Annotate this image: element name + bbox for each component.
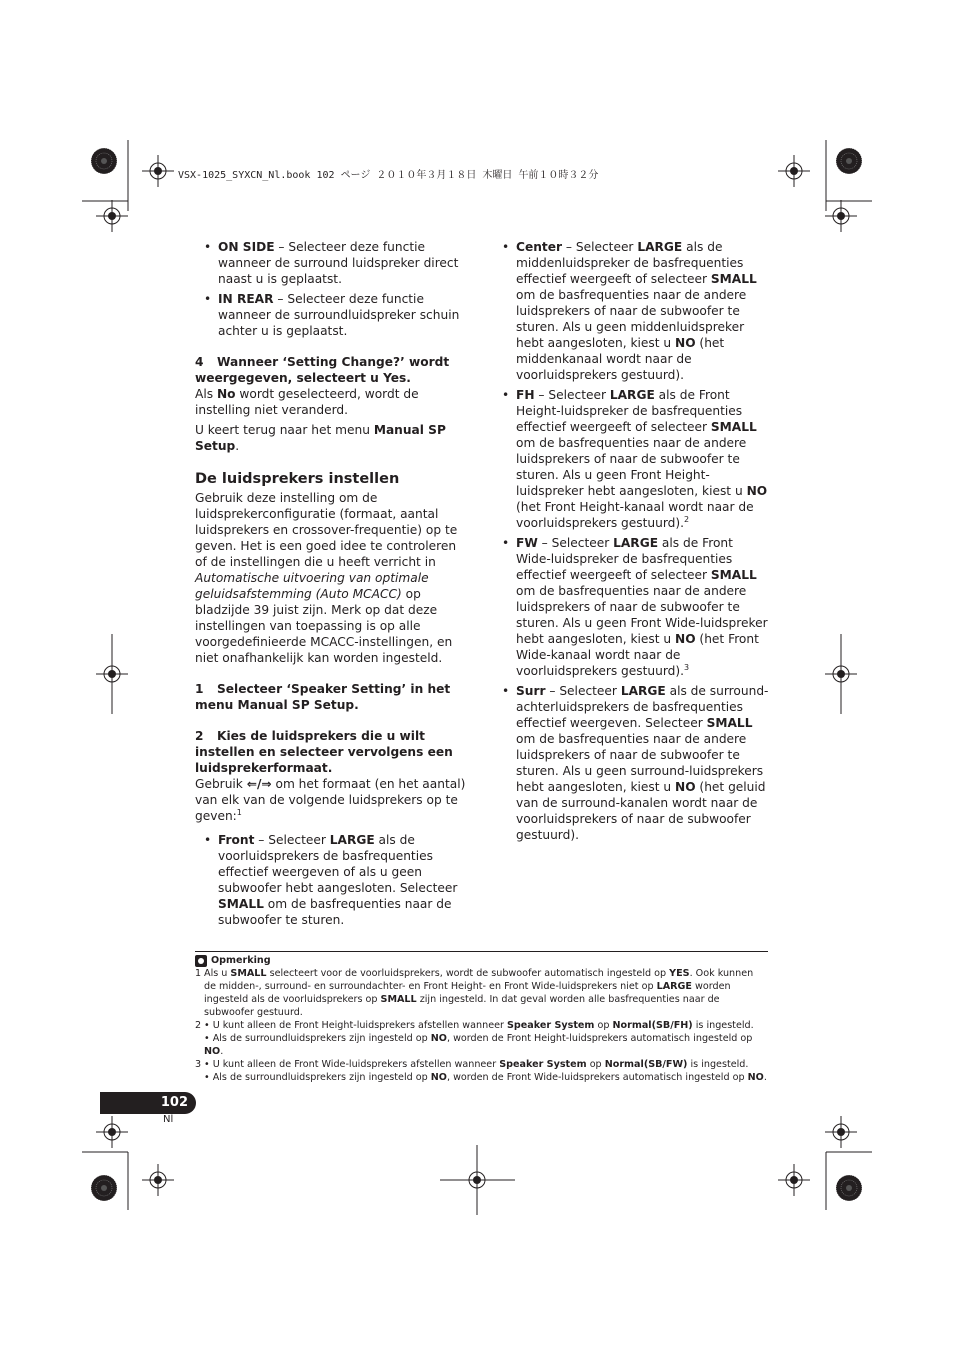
registration-mark-icon — [778, 1164, 810, 1196]
paragraph: U keert terug naar het menu Manual SP Setup. — [195, 423, 446, 453]
step-4: 4 Wanneer ‘Setting Change?’ wordt weergegeven, selecteert u Yes. — [195, 355, 450, 385]
note-icon — [195, 955, 207, 967]
registration-star-icon — [836, 1175, 862, 1201]
paragraph: Als No wordt geselecteerd, wordt de instelling niet veranderd. — [195, 387, 419, 417]
step-2: 2 Kies de luidsprekers die u wilt instellen en selecteer vervolgens een luidsprekerformaat. — [195, 729, 453, 775]
paragraph: Gebruik ⇐/⇒ om het formaat (en het aantal) van elk van de volgende luidsprekers op te geven:$^1$ — [195, 777, 466, 823]
list-item: • FH – Selecteer LARGE als de Front Height-luidspreker de basfrequenties effectief weergeeft of selecteer SMALL om de basfrequenties naar de andere luidsprekers of naar de subwoofer te sturen. Als u geen Front Height-luidspreker hebt aangesloten, kiest u NO (het Front Height-kanaal wordt naar de voorluidsprekers gestuurd).$^2$ — [502, 387, 770, 531]
registration-mark-icon — [825, 1116, 857, 1148]
registration-mark-icon — [96, 1116, 128, 1148]
page-number-badge — [100, 1092, 196, 1114]
registration-mark-icon — [96, 200, 128, 232]
list-item: • ON SIDE – Selecteer deze functie wanneer de surround luidspreker direct naast u is geplaatst. — [195, 239, 470, 287]
registration-star-icon — [91, 1175, 117, 1201]
footnote-2: 2 • U kunt alleen de Front Height-luidsprekers afstellen wanneer Speaker System op Normal(SB/FH) is ingesteld. — [195, 1020, 754, 1031]
list-item: • Center – Selecteer LARGE als de middenluidspreker de basfrequenties effectief weergeeft of selecteer SMALL om de basfrequenties naar de andere luidsprekers of naar de subwoofer te sturen. Als u geen middenluidspreker hebt aangesloten, kiest u NO (het middenkanaal wordt naar de voorluidsprekers gestuurd). — [502, 239, 770, 383]
left-column — [195, 239, 470, 932]
list-item: • IN REAR – Selecteer deze functie wanneer de surroundluidspreker schuin achter u is geplaatst. — [195, 291, 470, 339]
registration-mark-icon — [778, 155, 810, 187]
footnote-1: 1 Als u SMALL selecteert voor de voorluidsprekers, wordt de subwoofer automatisch ingesteld op YES. Ook kunnen de midden-, surround- en surroundachter- en Front Height- en Front Wide-luidsprekers niet op LARGE worden ingesteld als de voorluidsprekers op SMALL zijn ingesteld. In dat geval worden alle basfrequenties naar de subwoofer gestuurd. — [195, 968, 754, 1018]
note-heading: Opmerking — [195, 954, 768, 967]
file-info-line: VSX-1025_SYXCN_Nl.book 102 ページ ２０１０年３月１８日 木曜日 午前１０時３２分 — [178, 170, 599, 181]
language-code: Nl — [163, 1114, 174, 1125]
footnote-3-sub: • Als de surroundluidsprekers zijn ingesteld op NO, worden de Front Wide-luidsprekers automatisch ingesteld op NO. — [204, 1072, 767, 1083]
registration-mark-icon — [825, 200, 857, 232]
paragraph: Gebruik deze instelling om de luidsprekerconfiguratie (formaat, aantal luidsprekers en crossover-frequentie) op te geven. Het is een goed idee te controleren of de instellingen die u heeft verricht in Automatische uitvoering van optimale geluidsafstemming (Auto MCACC) op bladzijde 39 juist zijn. Merk op dat deze instellingen van toepassing is op alle voorgedefinieerde MCACC-instellingen, en niet onafhankelijk kan worden ingesteld. — [195, 491, 458, 665]
step-1: 1 Selecteer ‘Speaker Setting’ in het menu Manual SP Setup. — [195, 682, 451, 712]
page-number: 102 — [160, 1095, 188, 1110]
left-right-arrow-icon: ⇐/⇒ — [246, 777, 272, 791]
footnote-3: 3 • U kunt alleen de Front Wide-luidsprekers afstellen wanneer Speaker System op Normal(SB/FW) is ingesteld. — [195, 1059, 749, 1070]
list-item: • Surr – Selecteer LARGE als de surround-achterluidsprekers de basfrequenties effectief weergeven. Selecteer SMALL om de basfrequenties naar de andere luidsprekers of naar de subwoofer te sturen. Als u geen surround-luidsprekers hebt aangesloten, kiest u NO (het geluid van de surround-kanalen wordt naar de voorluidsprekers of naar de subwoofer gestuurd). — [502, 683, 770, 843]
list-item: • Front – Selecteer LARGE als de voorluidsprekers de basfrequenties effectief weergeven of als u geen subwoofer hebt aangesloten. Selecteer SMALL om de basfrequenties naar de subwoofer te sturen. — [195, 832, 470, 928]
right-column — [502, 239, 770, 847]
registration-star-icon — [91, 148, 117, 174]
list-item: • FW – Selecteer LARGE als de Front Wide-luidspreker de basfrequenties effectief weergeeft of selecteer SMALL om de basfrequenties naar de andere luidsprekers of naar de subwoofer te sturen. Als u geen Front Wide-luidspreker hebt aangesloten, kiest u NO (het Front Wide-kanaal wordt naar de voorluidsprekers gestuurd).$^3$ — [502, 535, 770, 679]
footnote-2-sub: • Als de surroundluidsprekers zijn ingesteld op NO, worden de Front Height-luidsprekers automatisch ingesteld op NO. — [204, 1033, 753, 1057]
registration-star-icon — [836, 148, 862, 174]
registration-mark-icon — [142, 1164, 174, 1196]
footnotes — [195, 951, 768, 1084]
registration-mark-icon — [142, 155, 174, 187]
section-heading: De luidsprekers instellen — [195, 471, 400, 487]
